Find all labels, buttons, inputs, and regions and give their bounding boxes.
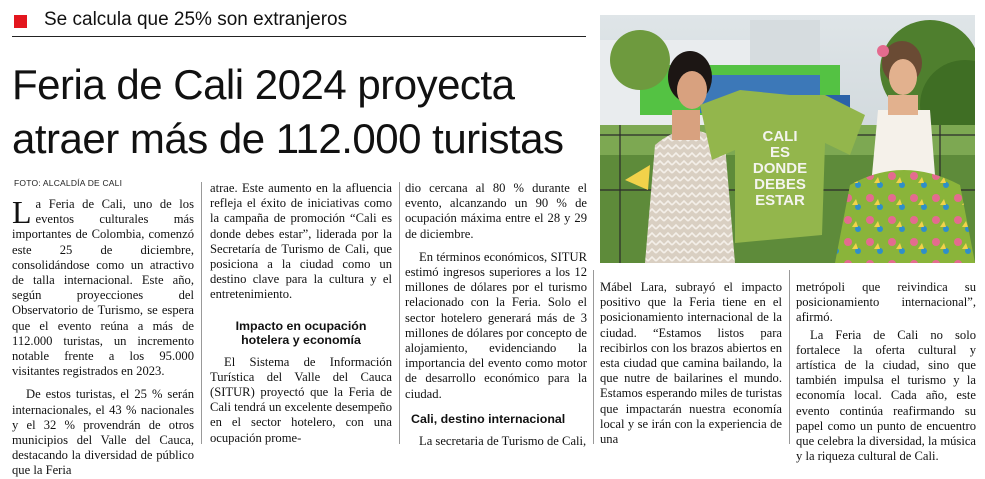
subhead-cali-destino: Cali, destino internacional — [411, 411, 566, 426]
shirt-text-line-5: ESTAR — [755, 192, 805, 209]
article-column-3 — [405, 181, 587, 449]
article-photo — [600, 15, 975, 263]
paragraph: De estos turistas, el 25 % serán internacionales, el 43 % nacionales y el 32 % provendrán de otros municipios del Valle del Cauca, destacando la diversidad de público que la Feria — [12, 387, 194, 478]
shirt-text-line-4: DEBES — [754, 176, 806, 193]
paragraph: atrae. Este aumento en la afluencia refleja el éxito de iniciativas como la campaña de promoción “Cali es donde debes estar”, liderada por la Secretaría de Turismo de Cali, que posiciona a la ciudad como un destino clave para la cultura y el entretenimiento. — [210, 181, 392, 302]
photo-illustration — [600, 15, 975, 263]
kicker-text: Se calcula que 25% son extranjeros — [44, 9, 348, 30]
headline-line-2: atraer más de 112.000 turistas — [12, 115, 564, 162]
photo-credit: FOTO: ALCALDÍA DE CALI — [14, 178, 123, 188]
kicker-bar — [12, 6, 586, 37]
column-rule — [201, 182, 202, 444]
drop-cap: L — [12, 194, 32, 230]
paragraph: dio cercana al 80 % durante el evento, alcanzando un 90 % de ocupación máxima entre el 28 y 29 de diciembre. — [405, 181, 587, 241]
paragraph: metrópoli que reivindica su posicionamiento internacional”, afirmó. — [796, 280, 976, 325]
paragraph: Mábel Lara, subrayó el impacto positivo que la Feria tiene en el posicionamiento internacional de la ciudad. “Estamos listos para recibirlos con los brazos abiertos en esta ciudad que camina bailando, la que nutre de bailarines el mundo. Estamos esperando miles de turistas que impactarán nuestra economía local y se irán con la experiencia de una — [600, 280, 782, 447]
paragraph: a Feria de Cali, uno de los eventos culturales más importantes de Colombia, comenzó este 25 de diciembre, consolidándose como un atractivo de talla internacional. Este año, según proyecciones del Observatorio de Turismo, se espera que el evento reúna a más de 112.000 turistas, un incremento notable frente a los 95.000 visitantes registrados en 2023. — [12, 197, 194, 379]
paragraph: La secretaria de Turismo de Cali, — [419, 433, 587, 448]
paragraph: En términos económicos, SITUR estimó ingresos superiores a los 12 millones de dólares por el turismo relacionado con la Feria. Solo el sector hotelero generará más de 3 millones de dólares por concepto de alojamiento, evidenciando la importancia del evento como motor de desarrollo económico para la ciudad. — [405, 249, 587, 401]
headline — [12, 58, 592, 166]
column-rule — [593, 270, 594, 444]
paragraph: El Sistema de Información Turística del Valle del Cauca (SITUR) proyectó que la Feria de Cali tendrá un excelente desempeño en el sector hotelero, con una ocupación prome- — [210, 354, 392, 445]
shirt-text-line-1: CALI — [762, 128, 798, 145]
paragraph: La Feria de Cali no solo fortalece la oferta cultural y artística de la ciudad, sino que también impulsa el turismo y la economía local. Cada año, este evento continúa reafirmando su papel como un punto de encuentro que celebra la diversidad, la música y la riqueza cultural de Cali. — [796, 327, 976, 464]
column-rule — [399, 182, 400, 444]
article-column-1 — [12, 194, 194, 479]
subhead-impacto: Impacto en ocupación hotelera y economía — [235, 318, 367, 347]
article-column-5 — [796, 280, 976, 464]
shirt-text-line-3: DONDE — [752, 160, 808, 177]
article-column-4 — [600, 280, 782, 447]
shirt-text-line-2: ES — [769, 144, 791, 161]
column-rule — [789, 270, 790, 444]
red-square-icon — [14, 15, 27, 28]
article-column-2 — [210, 181, 392, 446]
headline-line-1: Feria de Cali 2024 proyecta — [12, 61, 515, 108]
